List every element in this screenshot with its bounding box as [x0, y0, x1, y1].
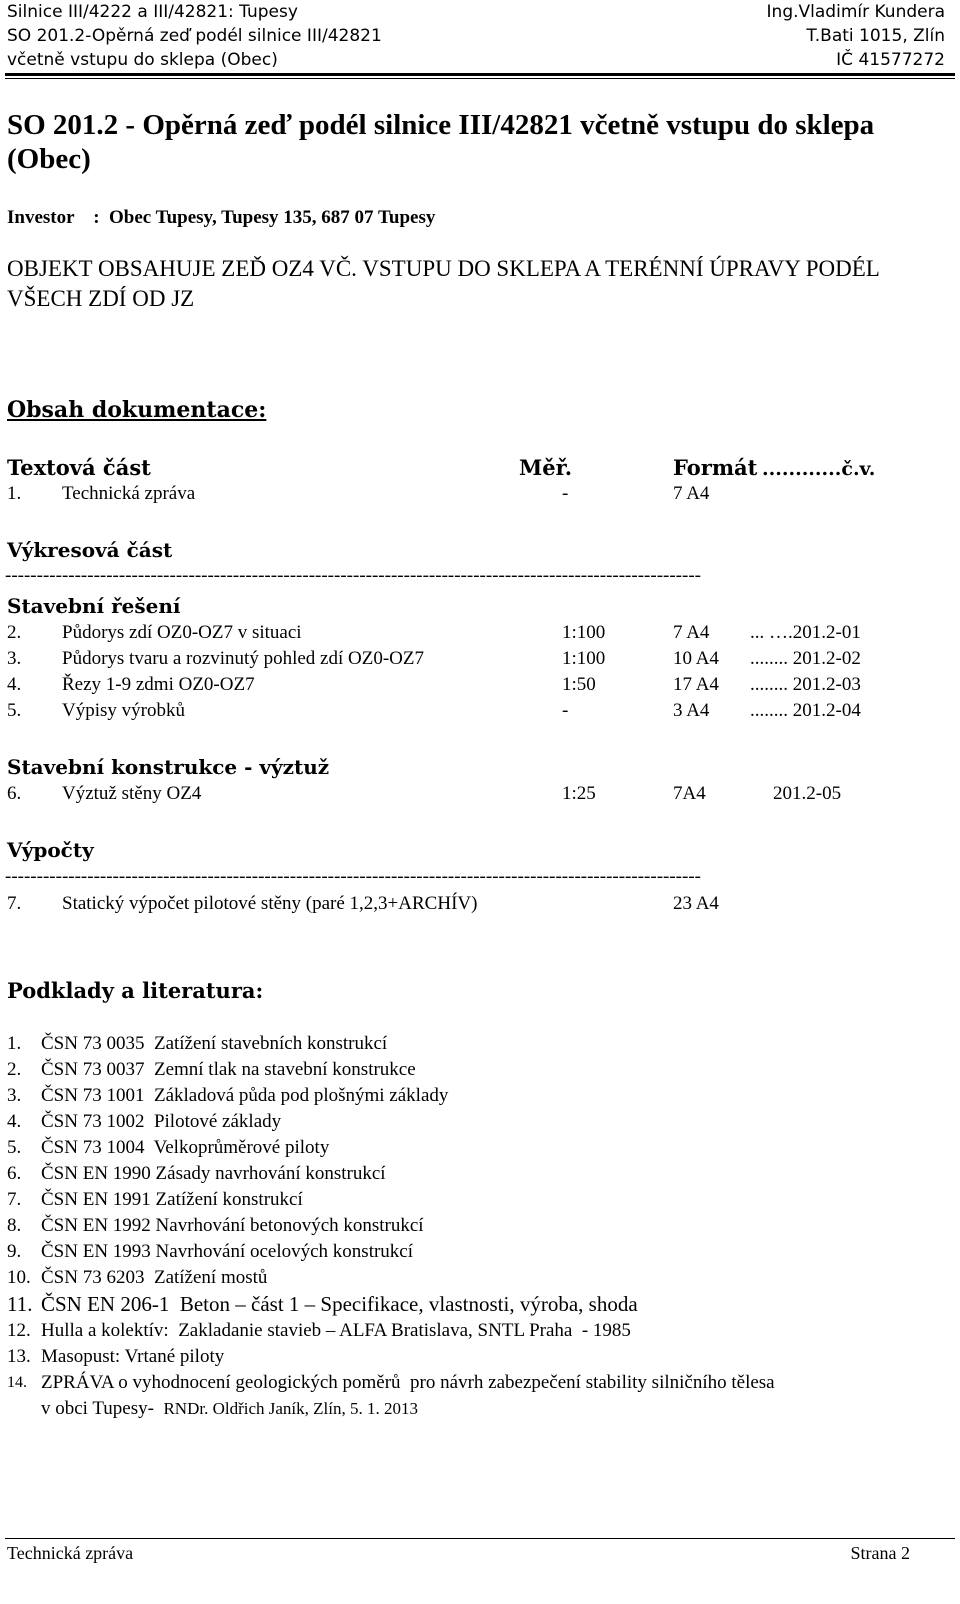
- row-number: 7.: [7, 893, 22, 914]
- lit-number: 3.: [7, 1085, 22, 1106]
- header-left: [7, 0, 382, 72]
- row-name: Statický výpočet pilotové stěny (paré 1,2,3+ARCHÍV): [62, 893, 478, 914]
- row-name: Technická zpráva: [62, 483, 196, 504]
- page-header: [0, 0, 960, 78]
- row-cv: ........ 201.2-03: [750, 674, 861, 695]
- lit-text-cont-b: RNDr. Oldřich Janík, Zlín, 5. 1. 2013: [163, 1399, 418, 1418]
- lit-number: 4.: [7, 1111, 22, 1132]
- row-cv: ... ….201.2-01: [750, 622, 861, 643]
- lit-text: Hulla a kolektív: Zakladanie stavieb – ALFA Bratislava, SNTL Praha - 1985: [41, 1320, 631, 1341]
- lit-number: 2.: [7, 1059, 22, 1080]
- lit-number: 13.: [7, 1346, 31, 1367]
- lit-number: 5.: [7, 1137, 22, 1158]
- object-description: OBJEKT OBSAHUJE ZEĎ OZ4 VČ. VSTUPU DO SKLEPA A TERÉNNÍ ÚPRAVY PODÉL VŠECH ZDÍ OD JZ: [7, 256, 879, 311]
- header-rule-thin: [5, 78, 955, 79]
- header-ic: IČ 41577272: [836, 50, 945, 70]
- lit-number: 7.: [7, 1189, 22, 1210]
- row-scale: 1:50: [562, 674, 596, 695]
- lit-text: ČSN 73 0037 Zemní tlak na stavební konstrukce: [41, 1059, 416, 1080]
- dash-separator: --------------------------------------------------------------------------------------------------------------: [5, 565, 701, 586]
- header-object: SO 201.2-Opěrná zeď podél silnice III/42821: [7, 26, 382, 46]
- lit-text: ČSN 73 1004 Velkoprůměrové piloty: [41, 1137, 330, 1158]
- row-format: 23 A4: [673, 893, 719, 914]
- lit-text: ČSN EN 1990 Zásady navrhování konstrukcí: [41, 1163, 386, 1184]
- section-stavebni-reseni: Stavební řešení: [7, 594, 181, 618]
- row-name: Řezy 1-9 zdmi OZ0-OZ7: [62, 674, 255, 695]
- section-vypocty: Výpočty: [7, 838, 94, 862]
- row-format: 7A4: [673, 783, 706, 804]
- contents-heading: Obsah dokumentace:: [7, 397, 267, 423]
- row-name: Půdorys tvaru a rozvinutý pohled zdí OZ0-OZ7: [62, 648, 424, 669]
- header-project: Silnice III/4222 a III/42821: Tupesy: [7, 2, 298, 22]
- row-number: 4.: [7, 674, 22, 695]
- lit-text: ČSN EN 206-1 Beton – část 1 – Specifikace, vlastnosti, výroba, shoda: [41, 1292, 638, 1316]
- row-format: 10 A4: [673, 648, 719, 669]
- lit-text: Masopust: Vrtané piloty: [41, 1346, 225, 1367]
- lit-number: 12.: [7, 1320, 31, 1341]
- row-format: 3 A4: [673, 700, 710, 721]
- footer-rule: [5, 1538, 955, 1539]
- row-name: Výztuž stěny OZ4: [62, 783, 202, 804]
- row-number: 3.: [7, 648, 22, 669]
- row-format: 7 A4: [673, 622, 710, 643]
- header-rule: [5, 73, 955, 76]
- lit-text: ČSN EN 1993 Navrhování ocelových konstrukcí: [41, 1241, 414, 1262]
- row-cv: ........ 201.2-02: [750, 648, 861, 669]
- col-format: Formát: [673, 455, 758, 480]
- row-cv: ........ 201.2-04: [750, 700, 861, 721]
- lit-number: 6.: [7, 1163, 22, 1184]
- lit-number: 9.: [7, 1241, 22, 1262]
- col-scale: Měř.: [519, 455, 573, 480]
- row-scale: 1:100: [562, 622, 606, 643]
- lit-text-cont: [41, 1398, 418, 1420]
- lit-text: ČSN 73 1002 Pilotové základy: [41, 1111, 282, 1132]
- lit-text: ČSN 73 6203 Zatížení mostů: [41, 1267, 268, 1288]
- lit-text: ZPRÁVA o vyhodnocení geologických poměrů pro návrh zabezpečení stability silničního tělesa: [41, 1372, 775, 1393]
- lit-number: 8.: [7, 1215, 22, 1236]
- row-name: Výpisy výrobků: [62, 700, 185, 721]
- row-scale: 1:100: [562, 648, 606, 669]
- lit-text: ČSN 73 0035 Zatížení stavebních konstrukcí: [41, 1033, 388, 1054]
- row-name: Půdorys zdí OZ0-OZ7 v situaci: [62, 622, 302, 643]
- lit-text: ČSN EN 1992 Navrhování betonových konstrukcí: [41, 1215, 424, 1236]
- investor-line: Investor : Obec Tupesy, Tupesy 135, 687 07 Tupesy: [7, 207, 436, 228]
- section-konstrukce: Stavební konstrukce - výztuž: [7, 755, 330, 779]
- row-number: 2.: [7, 622, 22, 643]
- lit-number: 10.: [7, 1267, 31, 1288]
- section-vykresova: Výkresová část: [7, 538, 173, 562]
- footer-left: Technická zpráva: [7, 1543, 134, 1563]
- row-format: 7 A4: [673, 483, 710, 504]
- lit-text: ČSN EN 1991 Zatížení konstrukcí: [41, 1189, 303, 1210]
- lit-number: 11.: [7, 1292, 33, 1316]
- row-number: 6.: [7, 783, 22, 804]
- header-author: Ing.Vladimír Kundera: [766, 2, 945, 22]
- header-object-cont: včetně vstupu do sklepa (Obec): [7, 50, 278, 70]
- col-cv: ............č.v.: [762, 458, 876, 480]
- col-textova: Textová část: [7, 455, 151, 480]
- row-scale: 1:25: [562, 783, 596, 804]
- document-title: SO 201.2 - Opěrná zeď podél silnice III/42821 včetně vstupu do sklepa (Obec): [7, 109, 875, 175]
- lit-number: 14.: [7, 1374, 27, 1391]
- footer-page: Strana 2: [850, 1543, 910, 1563]
- header-address: T.Bati 1015, Zlín: [806, 26, 945, 46]
- row-scale: -: [562, 700, 569, 721]
- lit-text: ČSN 73 1001 Základová půda pod plošnými základy: [41, 1085, 449, 1106]
- row-format: 17 A4: [673, 674, 719, 695]
- header-right: [767, 0, 945, 72]
- row-number: 5.: [7, 700, 22, 721]
- literature-heading: Podklady a literatura:: [7, 978, 264, 1003]
- dash-separator: --------------------------------------------------------------------------------------------------------------: [5, 866, 701, 887]
- row-cv: 201.2-05: [773, 783, 842, 804]
- row-number: 1.: [7, 483, 22, 504]
- row-scale: -: [562, 483, 569, 504]
- lit-number: 1.: [7, 1033, 22, 1054]
- lit-text-cont-a: v obci Tupesy-: [41, 1398, 164, 1419]
